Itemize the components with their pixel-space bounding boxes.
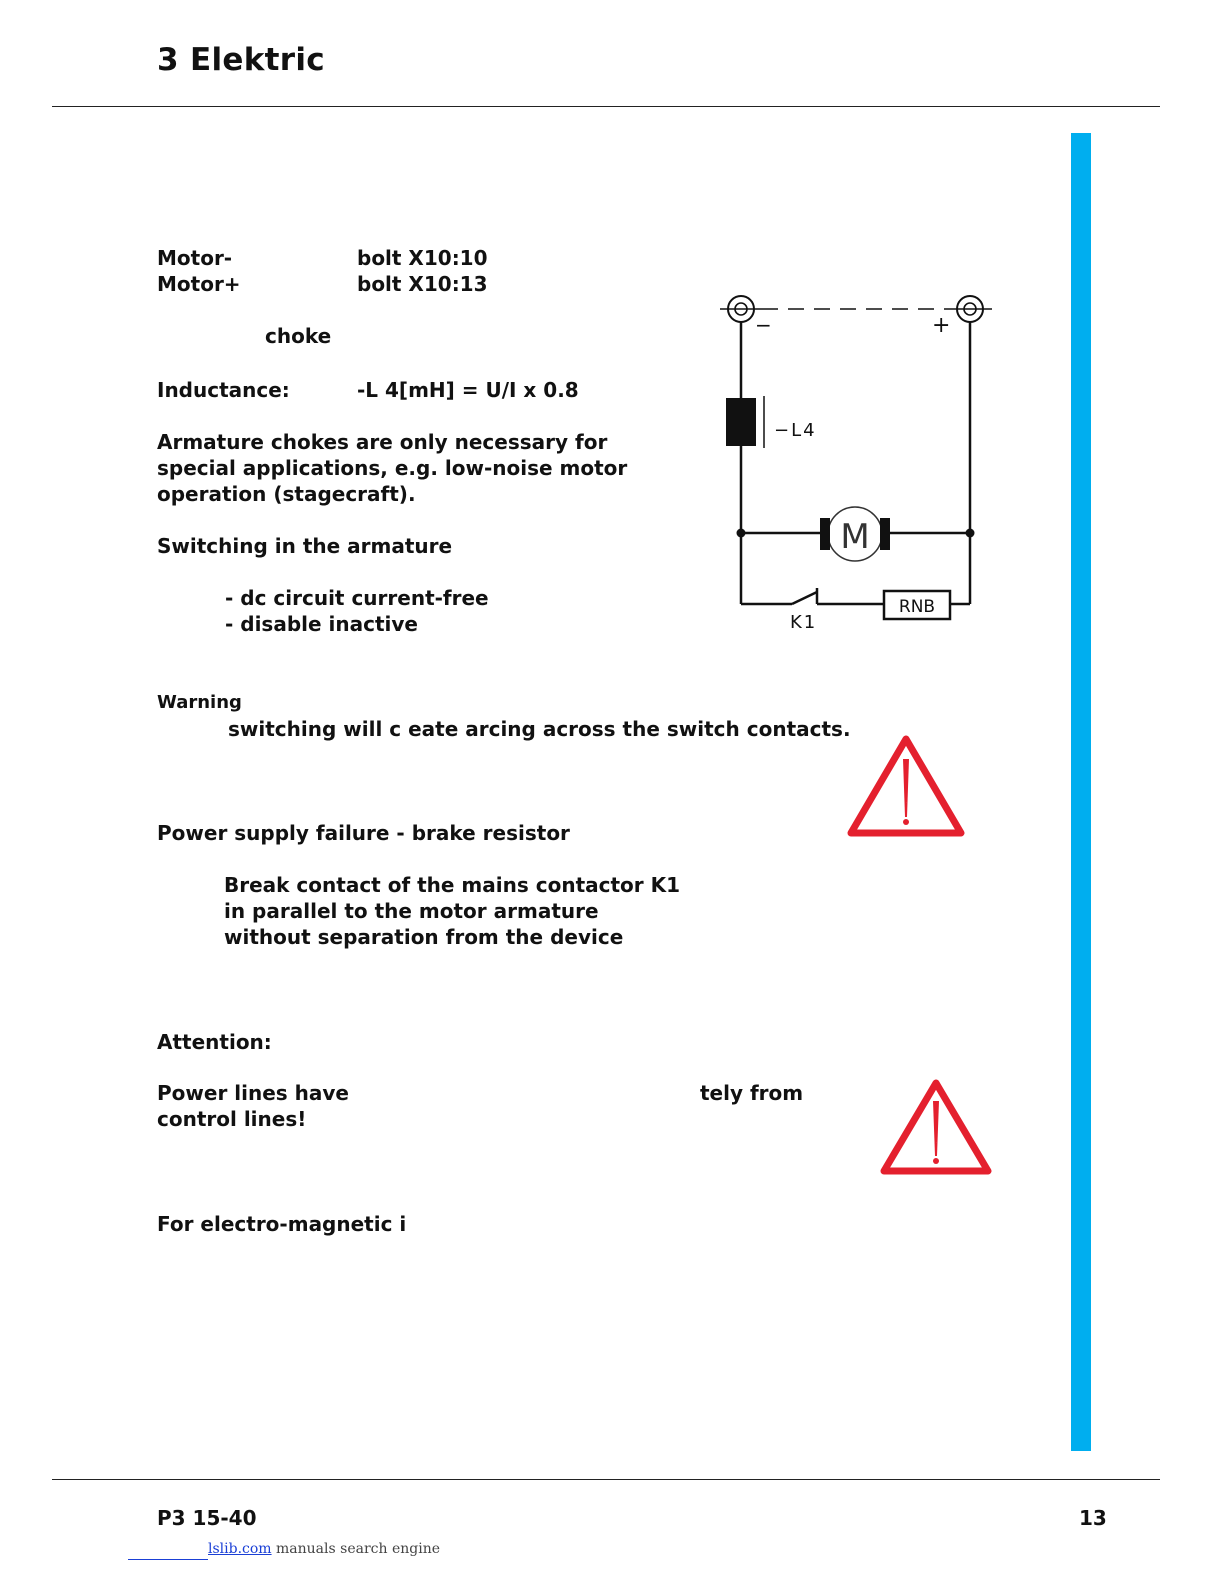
watermark-text: manuals search engine (271, 1541, 441, 1557)
attention-line-2: control lines! (157, 1107, 307, 1131)
power-failure-line: without separation from the device (224, 925, 624, 949)
armature-circuit-diagram (712, 286, 1002, 636)
choke-l4-symbol (726, 398, 756, 446)
switching-heading: Switching in the armature (157, 534, 453, 558)
attention-line-start: Power lines have (157, 1081, 349, 1105)
plus-sign: + (932, 313, 951, 338)
choke-note-line: operation (stagecraft). (157, 482, 416, 506)
switching-item: - disable inactive (225, 612, 418, 636)
warning-label: Warning (157, 692, 242, 713)
resistor-label: RNB (898, 597, 936, 617)
minus-sign: − (755, 313, 772, 337)
motor-label: M (840, 517, 870, 557)
warning-triangle-icon (878, 1077, 994, 1179)
page-number: 13 (1079, 1506, 1107, 1530)
power-failure-line: in parallel to the motor armature (224, 899, 599, 923)
power-failure-heading: Power supply failure - brake resistor (157, 821, 570, 845)
warning-mark: ! (906, 803, 907, 804)
footer-rule (52, 1479, 1160, 1480)
k1-contact-symbol (792, 592, 817, 604)
inductance-label: Inductance: (157, 378, 290, 402)
power-failure-line: Break contact of the mains contactor K1 (224, 873, 681, 897)
footer-model: P3 15-40 (157, 1506, 257, 1530)
warning-mark: ! (936, 1143, 937, 1144)
inductance-formula: -L 4[mH] = U/I x 0.8 (357, 378, 579, 402)
motor-symbol (820, 507, 890, 561)
warning-text: switching will c eate arcing across the switch contacts. (228, 717, 851, 741)
chapter-side-bar (1071, 133, 1091, 1451)
attention-heading: Attention: (157, 1030, 272, 1054)
choke-note-line: special applications, e.g. low-noise motor (157, 456, 628, 480)
header-rule (52, 106, 1160, 107)
k1-label: K1 (790, 612, 818, 633)
choke-label: −L4 (774, 420, 817, 441)
watermark-link[interactable]: lslib.com (208, 1541, 272, 1557)
terminal-value-motor-minus: bolt X10:10 (357, 246, 488, 270)
choke-note-line: Armature chokes are only necessary for (157, 430, 608, 454)
choke-heading: choke (265, 324, 332, 348)
terminal-plus-icon (949, 296, 992, 322)
watermark-underline (128, 1559, 208, 1560)
attention-line-end: tely from (700, 1081, 804, 1105)
emc-line: For electro-magnetic i (157, 1212, 407, 1236)
page-title: 3 Elektric (157, 42, 325, 78)
terminal-label-motor-minus: Motor- (157, 246, 233, 270)
terminal-label-motor-plus: Motor+ (157, 272, 241, 296)
watermark (208, 1541, 440, 1557)
terminal-value-motor-plus: bolt X10:13 (357, 272, 488, 296)
warning-triangle-icon (845, 733, 967, 841)
switching-item: - dc circuit current-free (225, 586, 489, 610)
